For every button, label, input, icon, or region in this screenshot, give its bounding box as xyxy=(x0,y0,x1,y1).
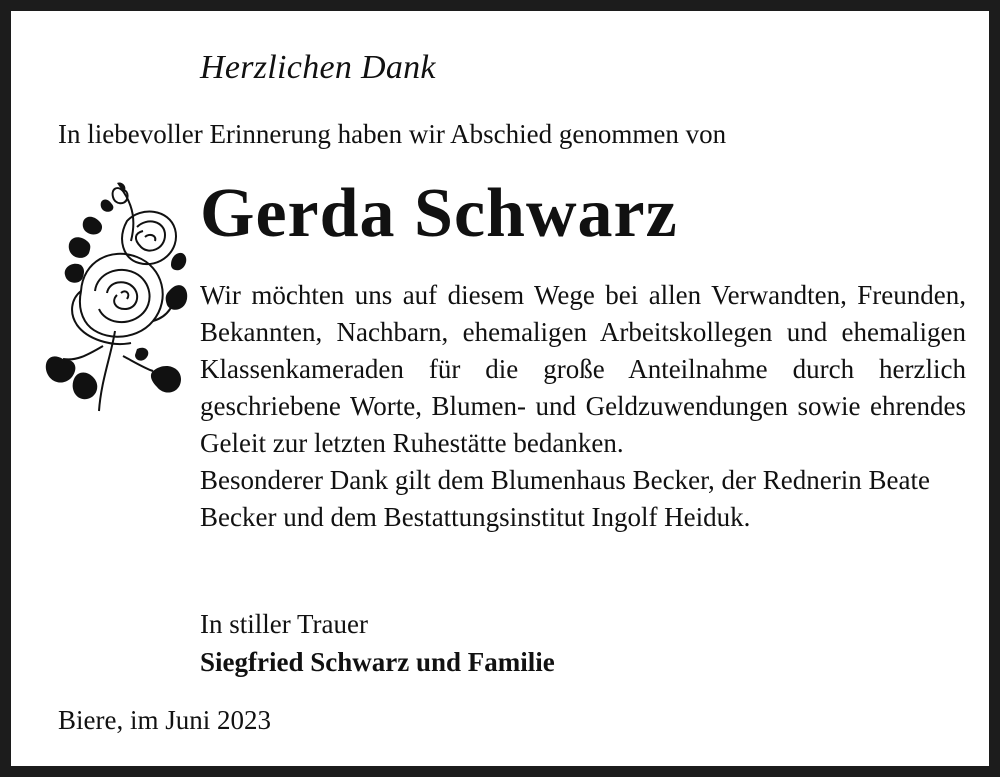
deceased-name: Gerda Schwarz xyxy=(200,175,678,252)
mourning-block xyxy=(200,605,555,681)
place-date: Biere, im Juni 2023 xyxy=(58,705,271,735)
thanks-paragraph: Wir möchten uns auf diesem Wege bei allen Verwandten, Freunden, Bekannten, Nachbarn, ehemaligen Arbeitskollegen und ehemaligen Klassenkameraden für die große Anteilnahme durch herzlich geschriebene Worte, Blumen- und Geldzuwendungen sowie ehrendes Geleit zur letzten Ruhestätte bedanken. xyxy=(200,280,966,458)
signers: Siegfried Schwarz und Familie xyxy=(200,647,555,677)
special-thanks-paragraph: Besonderer Dank gilt dem Blumenhaus Becker, der Rednerin Beate Becker und dem Bestattungsinstitut Ingolf Heiduk. xyxy=(200,465,930,532)
rose-icon xyxy=(41,181,189,413)
mourning-line: In stiller Trauer xyxy=(200,609,368,639)
notice-body xyxy=(200,277,966,536)
intro-line: In liebevoller Erinnerung haben wir Abschied genommen von xyxy=(58,119,727,149)
notice-heading: Herzlichen Dank xyxy=(200,49,436,86)
